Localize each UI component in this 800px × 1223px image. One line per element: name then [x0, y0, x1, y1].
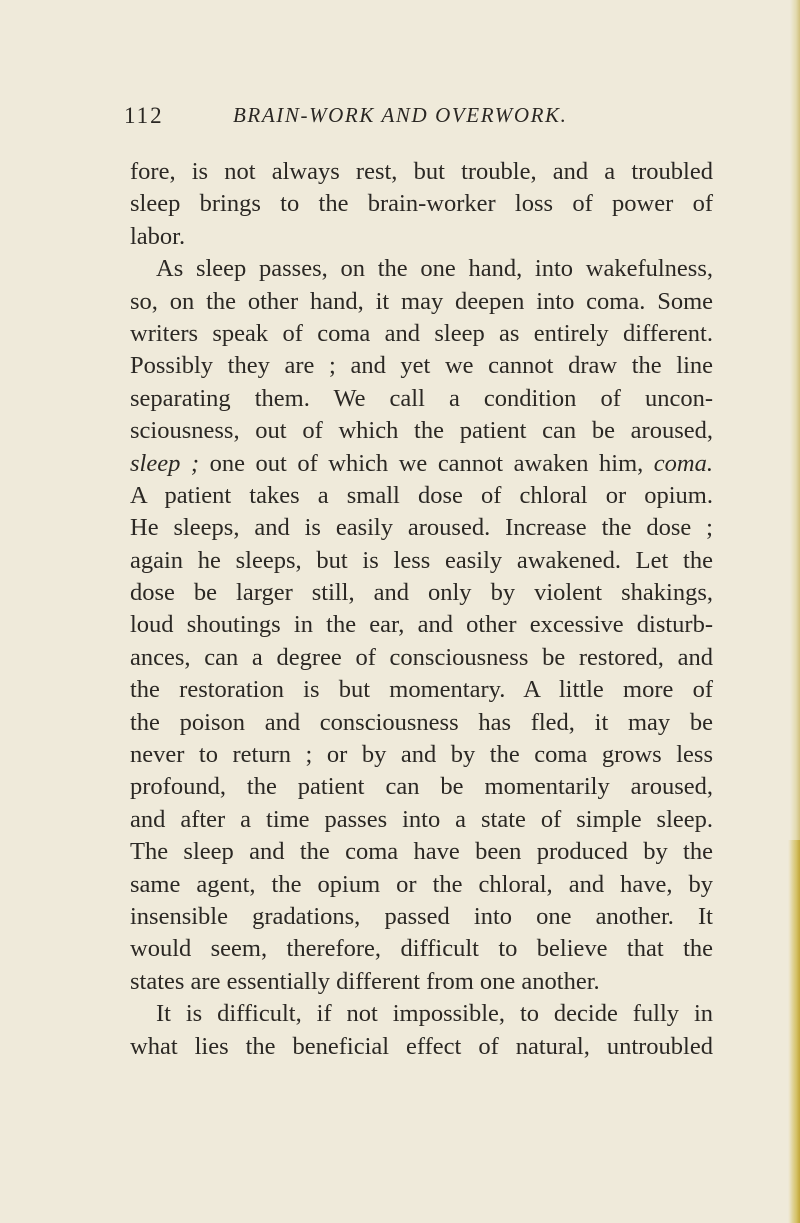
- text-line: again he sleeps, but is less easily awakened. Let the: [130, 546, 713, 574]
- text-line: same agent, the opium or the chloral, and have, by: [130, 870, 713, 898]
- text-line: the restoration is but momentary. A little more of: [130, 676, 713, 704]
- text-line: The sleep and the coma have been produced by the: [130, 838, 713, 866]
- text-line: fore, is not always rest, but trouble, and a troubled: [130, 158, 713, 185]
- italic-term-sleep: sleep ;: [130, 449, 200, 477]
- text-line: separating them. We call a condition of uncon-: [130, 384, 713, 412]
- text-line: A patient takes a small dose of chloral or opium.: [130, 481, 713, 509]
- text-line: so, on the other hand, it may deepen into coma. Some: [130, 287, 713, 315]
- text-line: writers speak of coma and sleep as entirely different.: [130, 319, 713, 347]
- text-line: and after a time passes into a state of simple sleep.: [130, 805, 713, 833]
- text-line: Possibly they are ; and yet we cannot draw the line: [130, 352, 713, 380]
- page-edge-stain: [788, 840, 800, 1223]
- text-line: would seem, therefore, difficult to believe that the: [130, 935, 713, 963]
- text-line: loud shoutings in the ear, and other excessive disturb-: [130, 611, 713, 639]
- text-line: sciousness, out of which the patient can be aroused,: [130, 417, 713, 445]
- text-line: never to return ; or by and by the coma grows less: [130, 741, 713, 769]
- text-line: sleep brings to the brain-worker loss of power of: [130, 190, 713, 218]
- italic-term-coma: coma.: [653, 449, 713, 477]
- text-line: ances, can a degree of consciousness be restored, and: [130, 643, 713, 671]
- text-line: [130, 448, 713, 480]
- text-line: dose be larger still, and only by violent shakings,: [130, 579, 713, 607]
- text-line: the poison and consciousness has fled, it may be: [130, 708, 713, 736]
- page-header: [124, 103, 654, 143]
- text-line: states are essentially different from one another.: [130, 967, 600, 995]
- text-line: what lies the beneficial effect of natural, untroubled: [130, 1032, 713, 1060]
- text-line: profound, the patient can be momentarily aroused,: [130, 773, 713, 801]
- text-line: labor.: [130, 222, 186, 250]
- text-line: He sleeps, and is easily aroused. Increase the dose ;: [130, 514, 713, 542]
- body-text: [130, 156, 713, 1063]
- text-line: As sleep passes, on the one hand, into wakefulness,: [156, 255, 713, 283]
- running-title: BRAIN-WORK AND OVERWORK.: [233, 103, 568, 127]
- text-line: insensible gradations, passed into one another. It: [130, 902, 713, 930]
- text-segment: one out of which we cannot awaken him,: [199, 449, 654, 477]
- text-line: It is difficult, if not impossible, to decide fully in: [156, 1000, 713, 1028]
- page-number: 112: [124, 103, 164, 128]
